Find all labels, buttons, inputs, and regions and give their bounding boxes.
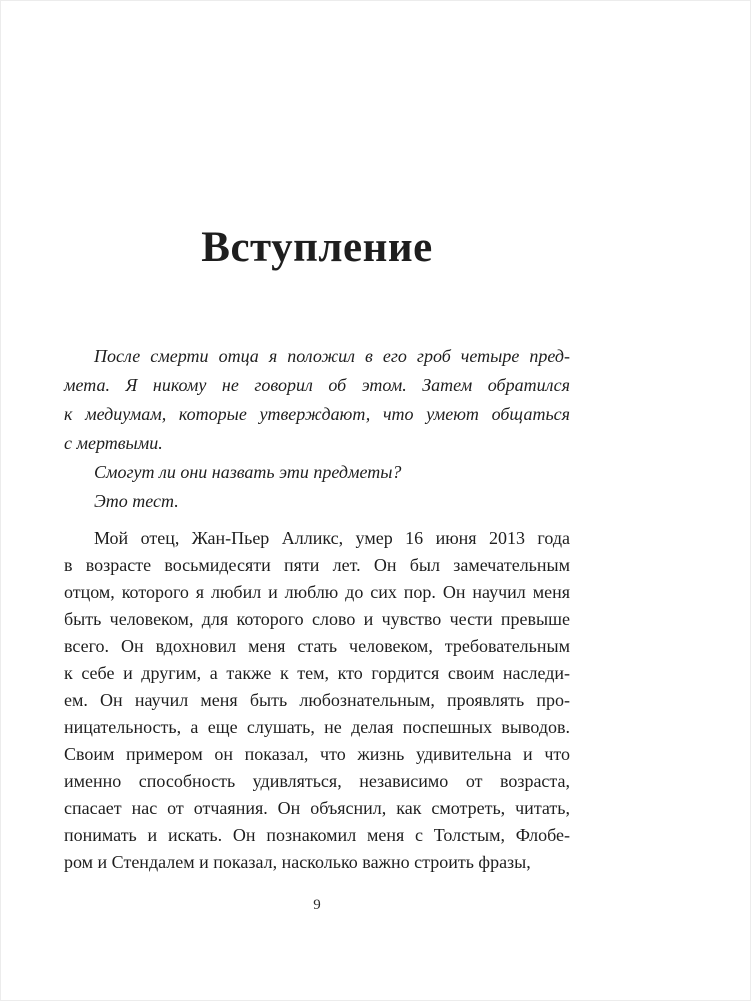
text-line: именно способность удивляться, независимо от возраста, bbox=[64, 771, 570, 791]
text-line: Это тест. bbox=[94, 491, 179, 511]
text-line: быть человеком, для которого слово и чувство чести превыше bbox=[64, 609, 570, 629]
text-line: спасает нас от отчаяния. Он объяснил, как смотреть, читать, bbox=[64, 798, 570, 818]
text-line: После смерти отца я положил в его гроб четыре пред- bbox=[94, 346, 570, 366]
text-line: в возрасте восьмидесяти пяти лет. Он был замечательным bbox=[64, 555, 570, 575]
chapter-title: Вступление bbox=[201, 224, 433, 271]
epigraph-paragraph bbox=[64, 487, 570, 516]
text-line: мета. Я никому не говорил об этом. Затем обратился bbox=[64, 375, 570, 395]
epigraph-paragraph bbox=[64, 342, 570, 458]
text-line: ром и Стендалем и показал, насколько важно строить фразы, bbox=[64, 852, 531, 872]
epigraph bbox=[64, 342, 570, 516]
text-line: к себе и другим, а также к тем, кто гордится своим наследи- bbox=[64, 663, 570, 683]
text-line: понимать и искать. Он познакомил меня с Толстым, Флобе- bbox=[64, 825, 570, 845]
text-line: всего. Он вдохновил меня стать человеком, требовательным bbox=[64, 636, 570, 656]
text-line: ем. Он научил меня быть любознательным, проявлять про- bbox=[64, 690, 570, 710]
text-line: отцом, которого я любил и люблю до сих пор. Он научил меня bbox=[64, 582, 570, 602]
body-paragraph bbox=[64, 525, 570, 876]
epigraph-paragraph bbox=[64, 458, 570, 487]
body-text bbox=[64, 525, 570, 876]
page-number: 9 bbox=[313, 897, 321, 913]
text-line: Своим примером он показал, что жизнь удивительна и что bbox=[64, 744, 570, 764]
text-line: Мой отец, Жан-Пьер Алликс, умер 16 июня 2013 года bbox=[94, 528, 570, 548]
text-line: ницательность, а еще слушать, не делая поспешных выводов. bbox=[64, 717, 570, 737]
text-line: Смогут ли они назвать эти предметы? bbox=[94, 462, 402, 482]
text-line: к медиумам, которые утверждают, что умеют общаться bbox=[64, 404, 570, 424]
text-line: с мертвыми. bbox=[64, 433, 163, 453]
